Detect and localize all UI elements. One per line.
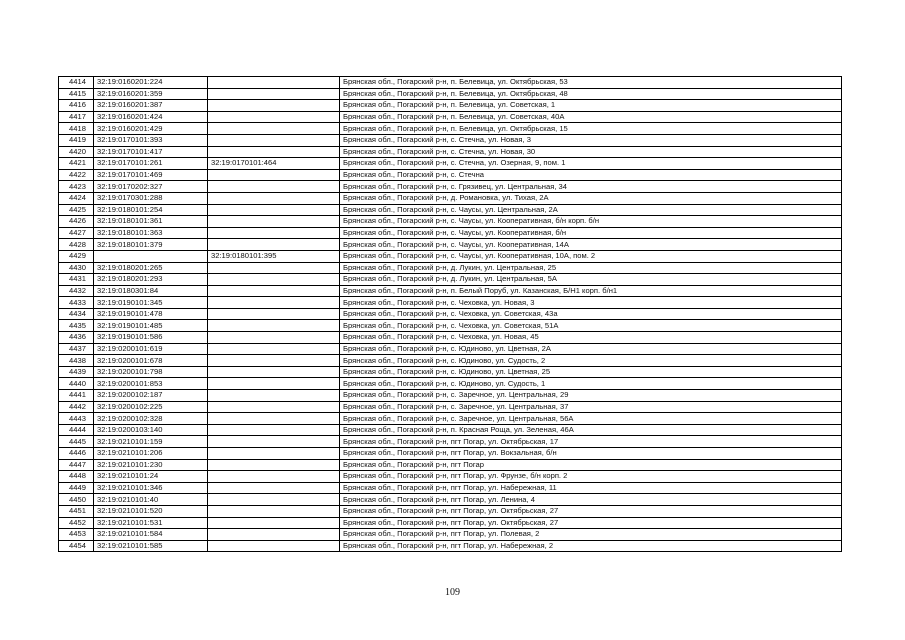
cadastral-number-cell: 32:19:0210101:531 [94,517,208,529]
cadastral-number-cell: 32:19:0170101:469 [94,169,208,181]
cadastral-number-cell: 32:19:0180301:84 [94,285,208,297]
linked-cadastral-number-cell [208,227,340,239]
linked-cadastral-number-cell [208,285,340,297]
linked-cadastral-number-cell [208,146,340,158]
cadastral-number-cell: 32:19:0210101:584 [94,529,208,541]
address-cell: Брянская обл., Погарский р-н, с. Юдиново, ул. Судость, 1 [340,378,842,390]
address-cell: Брянская обл., Погарский р-н, с. Стечна [340,169,842,181]
address-cell: Брянская обл., Погарский р-н, пгт Погар, ул. Набережная, 11 [340,482,842,494]
address-cell: Брянская обл., Погарский р-н, п. Белевица, ул. Октябрьская, 15 [340,123,842,135]
cadastral-number-cell: 32:19:0200102:225 [94,401,208,413]
table-row [59,111,842,123]
table-row [59,424,842,436]
linked-cadastral-number-cell [208,297,340,309]
table-row [59,413,842,425]
cadastral-number-cell: 32:19:0180101:363 [94,227,208,239]
row-number-cell: 4433 [59,297,94,309]
address-cell: Брянская обл., Погарский р-н, с. Заречное, ул. Центральная, 56А [340,413,842,425]
table-row [59,448,842,460]
row-number-cell: 4438 [59,355,94,367]
cadastral-number-cell: 32:19:0200102:187 [94,390,208,402]
row-number-cell: 4436 [59,332,94,344]
address-cell: Брянская обл., Погарский р-н, п. Белевица, ул. Октябрьская, 48 [340,88,842,100]
cadastral-number-cell: 32:19:0200101:853 [94,378,208,390]
linked-cadastral-number-cell [208,378,340,390]
linked-cadastral-number-cell [208,471,340,483]
linked-cadastral-number-cell [208,239,340,251]
cadastral-number-cell: 32:19:0210101:40 [94,494,208,506]
table-row [59,529,842,541]
cadastral-number-cell: 32:19:0210101:585 [94,540,208,552]
cadastral-number-cell: 32:19:0210101:159 [94,436,208,448]
linked-cadastral-number-cell [208,262,340,274]
row-number-cell: 4430 [59,262,94,274]
row-number-cell: 4432 [59,285,94,297]
table-row [59,204,842,216]
table-row [59,390,842,402]
table-row [59,436,842,448]
table-row [59,482,842,494]
table-row [59,274,842,286]
cadastral-number-cell: 32:19:0160201:429 [94,123,208,135]
row-number-cell: 4426 [59,216,94,228]
linked-cadastral-number-cell [208,494,340,506]
table-row [59,262,842,274]
cadastral-number-cell: 32:19:0210101:346 [94,482,208,494]
linked-cadastral-number-cell [208,111,340,123]
cadastral-number-cell [94,250,208,262]
row-number-cell: 4428 [59,239,94,251]
table-row [59,401,842,413]
address-cell: Брянская обл., Погарский р-н, пгт Погар, ул. Октябрьская, 27 [340,505,842,517]
address-cell: Брянская обл., Погарский р-н, с. Юдиново, ул. Цветная, 2А [340,343,842,355]
linked-cadastral-number-cell [208,77,340,89]
row-number-cell: 4452 [59,517,94,529]
row-number-cell: 4441 [59,390,94,402]
row-number-cell: 4440 [59,378,94,390]
cadastral-number-cell: 32:19:0180101:254 [94,204,208,216]
table-row [59,216,842,228]
cadastral-number-cell: 32:19:0210101:230 [94,459,208,471]
address-cell: Брянская обл., Погарский р-н, с. Юдиново, ул. Судость, 2 [340,355,842,367]
address-cell: Брянская обл., Погарский р-н, пгт Погар, ул. Ленина, 4 [340,494,842,506]
table-body [59,77,842,552]
linked-cadastral-number-cell [208,274,340,286]
table-row [59,88,842,100]
table-row [59,471,842,483]
row-number-cell: 4429 [59,250,94,262]
row-number-cell: 4427 [59,227,94,239]
table-row [59,250,842,262]
linked-cadastral-number-cell [208,123,340,135]
cadastral-number-cell: 32:19:0180101:361 [94,216,208,228]
address-cell: Брянская обл., Погарский р-н, с. Чаусы, ул. Кооперативная, б/н корп. б/н [340,216,842,228]
table-row [59,285,842,297]
table-row [59,100,842,112]
table-row [59,123,842,135]
cadastral-number-cell: 32:19:0170101:261 [94,158,208,170]
table-row [59,332,842,344]
linked-cadastral-number-cell [208,355,340,367]
address-cell: Брянская обл., Погарский р-н, с. Стечна, ул. Озерная, 9, пом. 1 [340,158,842,170]
row-number-cell: 4417 [59,111,94,123]
row-number-cell: 4454 [59,540,94,552]
linked-cadastral-number-cell [208,181,340,193]
table-row [59,297,842,309]
address-cell: Брянская обл., Погарский р-н, п. Белевица, ул. Советская, 1 [340,100,842,112]
address-cell: Брянская обл., Погарский р-н, с. Стечна, ул. Новая, 3 [340,134,842,146]
table-row [59,77,842,89]
cadastral-number-cell: 32:19:0180101:379 [94,239,208,251]
table-row [59,459,842,471]
address-cell: Брянская обл., Погарский р-н, пгт Погар, ул. Вокзальная, б/н [340,448,842,460]
row-number-cell: 4451 [59,505,94,517]
address-cell: Брянская обл., Погарский р-н, с. Чаусы, ул. Кооперативная, 10А, пом. 2 [340,250,842,262]
cadastral-number-cell: 32:19:0180201:265 [94,262,208,274]
address-cell: Брянская обл., Погарский р-н, д. Романовка, ул. Тихая, 2А [340,192,842,204]
address-cell: Брянская обл., Погарский р-н, с. Юдиново, ул. Цветная, 25 [340,366,842,378]
address-cell: Брянская обл., Погарский р-н, с. Чеховка, ул. Новая, 3 [340,297,842,309]
linked-cadastral-number-cell [208,390,340,402]
address-cell: Брянская обл., Погарский р-н, п. Белевица, ул. Октябрьская, 53 [340,77,842,89]
table-row [59,517,842,529]
linked-cadastral-number-cell [208,517,340,529]
address-cell: Брянская обл., Погарский р-н, пгт Погар, ул. Октябрьская, 17 [340,436,842,448]
cadastral-number-cell: 32:19:0170301:288 [94,192,208,204]
row-number-cell: 4449 [59,482,94,494]
address-cell: Брянская обл., Погарский р-н, д. Лукин, ул. Центральная, 5А [340,274,842,286]
address-cell: Брянская обл., Погарский р-н, с. Грязивец, ул. Центральная, 34 [340,181,842,193]
linked-cadastral-number-cell [208,88,340,100]
linked-cadastral-number-cell [208,436,340,448]
address-cell: Брянская обл., Погарский р-н, с. Чеховка, ул. Советская, 51А [340,320,842,332]
linked-cadastral-number-cell [208,505,340,517]
table-row [59,169,842,181]
linked-cadastral-number-cell [208,482,340,494]
table-row [59,366,842,378]
linked-cadastral-number-cell [208,366,340,378]
cadastral-number-cell: 32:19:0210101:206 [94,448,208,460]
table-row [59,320,842,332]
address-cell: Брянская обл., Погарский р-н, п. Белевица, ул. Советская, 40А [340,111,842,123]
cadastral-number-cell: 32:19:0160201:424 [94,111,208,123]
linked-cadastral-number-cell [208,216,340,228]
table-row [59,308,842,320]
row-number-cell: 4445 [59,436,94,448]
address-cell: Брянская обл., Погарский р-н, д. Лукин, ул. Центральная, 25 [340,262,842,274]
row-number-cell: 4450 [59,494,94,506]
linked-cadastral-number-cell: 32:19:0170101:464 [208,158,340,170]
cadastral-number-cell: 32:19:0210101:24 [94,471,208,483]
linked-cadastral-number-cell [208,100,340,112]
cadastral-number-cell: 32:19:0170101:417 [94,146,208,158]
row-number-cell: 4421 [59,158,94,170]
cadastral-number-cell: 32:19:0160201:387 [94,100,208,112]
row-number-cell: 4448 [59,471,94,483]
cadastral-number-cell: 32:19:0200102:328 [94,413,208,425]
row-number-cell: 4439 [59,366,94,378]
row-number-cell: 4453 [59,529,94,541]
cadastral-number-cell: 32:19:0190101:478 [94,308,208,320]
row-number-cell: 4423 [59,181,94,193]
cadastral-number-cell: 32:19:0160201:359 [94,88,208,100]
row-number-cell: 4415 [59,88,94,100]
registry-table [58,76,842,552]
row-number-cell: 4437 [59,343,94,355]
address-cell: Брянская обл., Погарский р-н, с. Стечна, ул. Новая, 30 [340,146,842,158]
linked-cadastral-number-cell [208,401,340,413]
table-row [59,181,842,193]
linked-cadastral-number-cell [208,308,340,320]
table-row [59,158,842,170]
table-row [59,355,842,367]
address-cell: Брянская обл., Погарский р-н, с. Чеховка, ул. Советская, 43а [340,308,842,320]
cadastral-number-cell: 32:19:0170101:393 [94,134,208,146]
address-cell: Брянская обл., Погарский р-н, пгт Погар, ул. Полевая, 2 [340,529,842,541]
linked-cadastral-number-cell [208,448,340,460]
table-row [59,505,842,517]
cadastral-number-cell: 32:19:0200101:619 [94,343,208,355]
linked-cadastral-number-cell [208,192,340,204]
row-number-cell: 4424 [59,192,94,204]
table-row [59,343,842,355]
linked-cadastral-number-cell [208,204,340,216]
row-number-cell: 4422 [59,169,94,181]
row-number-cell: 4431 [59,274,94,286]
address-cell: Брянская обл., Погарский р-н, пгт Погар, ул. Октябрьская, 27 [340,517,842,529]
table-row [59,494,842,506]
cadastral-number-cell: 32:19:0180201:293 [94,274,208,286]
linked-cadastral-number-cell [208,343,340,355]
row-number-cell: 4420 [59,146,94,158]
row-number-cell: 4435 [59,320,94,332]
row-number-cell: 4425 [59,204,94,216]
row-number-cell: 4447 [59,459,94,471]
address-cell: Брянская обл., Погарский р-н, п. Белый Поруб, ул. Казанская, Б/Н1 корп. б/н1 [340,285,842,297]
address-cell: Брянская обл., Погарский р-н, с. Чеховка, ул. Новая, 45 [340,332,842,344]
address-cell: Брянская обл., Погарский р-н, с. Чаусы, ул. Кооперативная, б/н [340,227,842,239]
address-cell: Брянская обл., Погарский р-н, с. Чаусы, ул. Кооперативная, 14А [340,239,842,251]
table-row [59,540,842,552]
cadastral-number-cell: 32:19:0200101:678 [94,355,208,367]
table-row [59,239,842,251]
linked-cadastral-number-cell [208,424,340,436]
cadastral-number-cell: 32:19:0170202:327 [94,181,208,193]
table-row [59,134,842,146]
row-number-cell: 4414 [59,77,94,89]
cadastral-number-cell: 32:19:0210101:520 [94,505,208,517]
address-cell: Брянская обл., Погарский р-н, п. Красная Роща, ул. Зеленая, 46А [340,424,842,436]
linked-cadastral-number-cell [208,413,340,425]
cadastral-number-cell: 32:19:0190101:345 [94,297,208,309]
table-row [59,378,842,390]
row-number-cell: 4419 [59,134,94,146]
linked-cadastral-number-cell [208,332,340,344]
linked-cadastral-number-cell: 32:19:0180101:395 [208,250,340,262]
linked-cadastral-number-cell [208,529,340,541]
row-number-cell: 4446 [59,448,94,460]
table-row [59,146,842,158]
cadastral-number-cell: 32:19:0190101:485 [94,320,208,332]
address-cell: Брянская обл., Погарский р-н, пгт Погар, ул. Фрунзе, б/н корп. 2 [340,471,842,483]
linked-cadastral-number-cell [208,459,340,471]
table-row [59,227,842,239]
address-cell: Брянская обл., Погарский р-н, с. Заречное, ул. Центральная, 29 [340,390,842,402]
row-number-cell: 4416 [59,100,94,112]
linked-cadastral-number-cell [208,540,340,552]
row-number-cell: 4444 [59,424,94,436]
table-row [59,192,842,204]
address-cell: Брянская обл., Погарский р-н, пгт Погар [340,459,842,471]
address-cell: Брянская обл., Погарский р-н, с. Заречное, ул. Центральная, 37 [340,401,842,413]
linked-cadastral-number-cell [208,134,340,146]
cadastral-number-cell: 32:19:0200101:798 [94,366,208,378]
cadastral-number-cell: 32:19:0190101:586 [94,332,208,344]
row-number-cell: 4434 [59,308,94,320]
row-number-cell: 4418 [59,123,94,135]
row-number-cell: 4442 [59,401,94,413]
row-number-cell: 4443 [59,413,94,425]
address-cell: Брянская обл., Погарский р-н, пгт Погар, ул. Набережная, 2 [340,540,842,552]
page-number: 109 [445,587,460,598]
cadastral-number-cell: 32:19:0160201:224 [94,77,208,89]
cadastral-number-cell: 32:19:0200103:140 [94,424,208,436]
linked-cadastral-number-cell [208,320,340,332]
address-cell: Брянская обл., Погарский р-н, с. Чаусы, ул. Центральная, 2А [340,204,842,216]
linked-cadastral-number-cell [208,169,340,181]
